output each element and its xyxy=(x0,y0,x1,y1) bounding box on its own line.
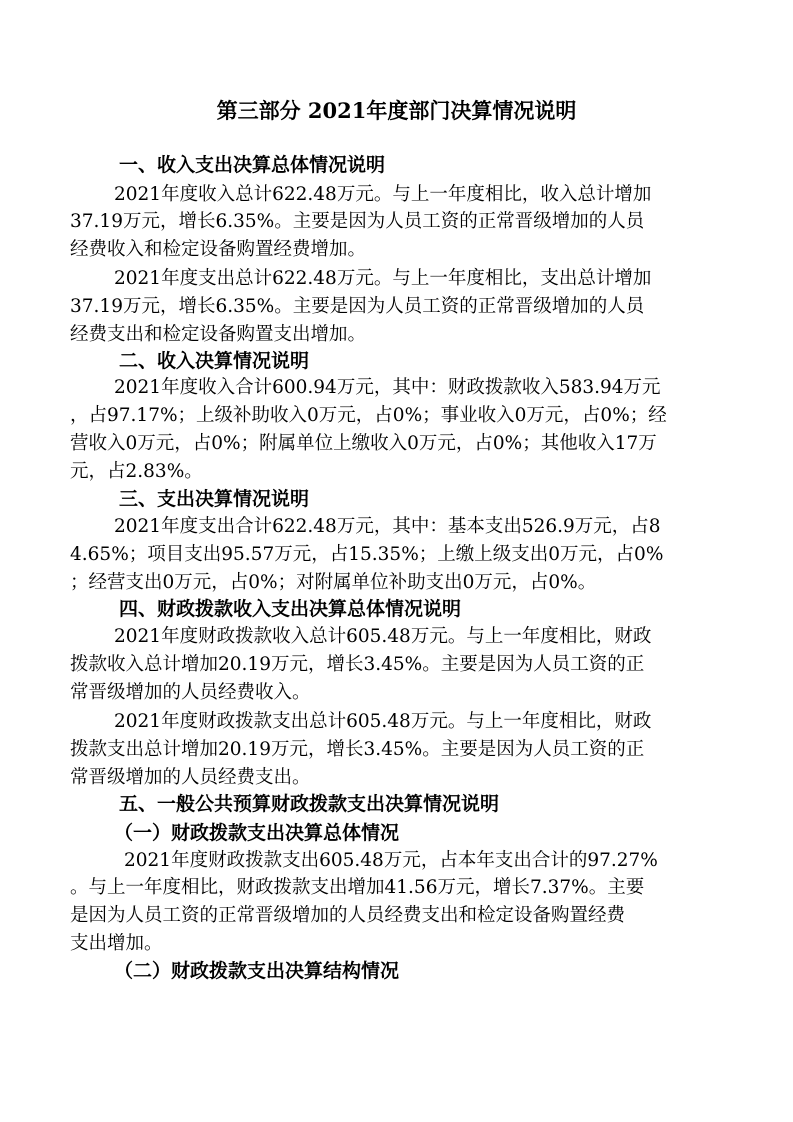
section-heading: 一、收入支出决算总体情况说明 xyxy=(119,154,386,176)
paragraph-line: 拨款收入总计增加20.19万元，增长3.45%。主要是因为人员工资的正 xyxy=(70,654,645,675)
paragraph-line: 支出增加。 xyxy=(70,933,163,954)
paragraph-line: 经费支出和检定设备购置支出增加。 xyxy=(70,324,367,345)
paragraph-line: 2021年度支出合计622.48万元，其中：基本支出526.9万元，占8 xyxy=(114,516,661,537)
paragraph-line: 。与上一年度相比，财政拨款支出增加41.56万元，增长7.37%。主要 xyxy=(70,877,645,898)
paragraph-line: 2021年度收入合计600.94万元，其中：财政拨款收入583.94万元 xyxy=(114,377,661,398)
paragraph-line: 常晋级增加的人员经费支出。 xyxy=(70,767,311,788)
paragraph-line: 拨款支出总计增加20.19万元，增长3.45%。主要是因为人员工资的正 xyxy=(70,739,645,760)
paragraph-line: 2021年度支出总计622.48万元。与上一年度相比，支出总计增加 xyxy=(114,268,652,289)
paragraph-line: 元，占2.83%。 xyxy=(70,461,203,482)
paragraph-line: ，占97.17%；上级补助收入0万元，占0%；事业收入0万元，占0%；经 xyxy=(70,405,667,426)
paragraph-line: 2021年度财政拨款收入总计605.48万元。与上一年度相比，财政 xyxy=(114,626,652,647)
paragraph-line: 4.65%；项目支出95.57万元，占15.35%；上缴上级支出0万元，占0% xyxy=(70,544,664,565)
paragraph-line: 2021年度收入总计622.48万元。与上一年度相比，收入总计增加 xyxy=(114,184,652,205)
paragraph-line: 常晋级增加的人员经费收入。 xyxy=(70,682,311,703)
paragraph-line: 37.19万元，增长6.35%。主要是因为人员工资的正常晋级增加的人员 xyxy=(70,296,645,317)
paragraph-line: ；经营支出0万元，占0%；对附属单位补助支出0万元，占0%。 xyxy=(70,572,597,593)
subsection-heading: （二）财政拨款支出决算结构情况 xyxy=(114,960,400,982)
paragraph-line: 2021年度财政拨款支出总计605.48万元。与上一年度相比，财政 xyxy=(114,711,652,732)
subsection-heading: （一）财政拨款支出决算总体情况 xyxy=(114,822,400,844)
section-heading: 四、财政拨款收入支出决算总体情况说明 xyxy=(119,598,462,620)
paragraph-line: 37.19万元，增长6.35%。主要是因为人员工资的正常晋级增加的人员 xyxy=(70,211,645,232)
document-title: 第三部分 2021年度部门决算情况说明 xyxy=(216,98,577,123)
section-heading: 二、收入决算情况说明 xyxy=(119,350,310,372)
paragraph-line: 营收入0万元，占0%；附属单位上缴收入0万元，占0%；其他收入17万 xyxy=(70,433,657,454)
section-heading: 三、支出决算情况说明 xyxy=(119,488,310,510)
paragraph-line: 经费收入和检定设备购置经费增加。 xyxy=(70,239,367,260)
paragraph-line: 是因为人员工资的正常晋级增加的人员经费支出和检定设备购置经费 xyxy=(70,905,626,926)
paragraph-line: 2021年度财政拨款支出605.48万元，占本年支出合计的97.27% xyxy=(124,850,658,871)
section-heading: 五、一般公共预算财政拨款支出决算情况说明 xyxy=(119,793,500,815)
